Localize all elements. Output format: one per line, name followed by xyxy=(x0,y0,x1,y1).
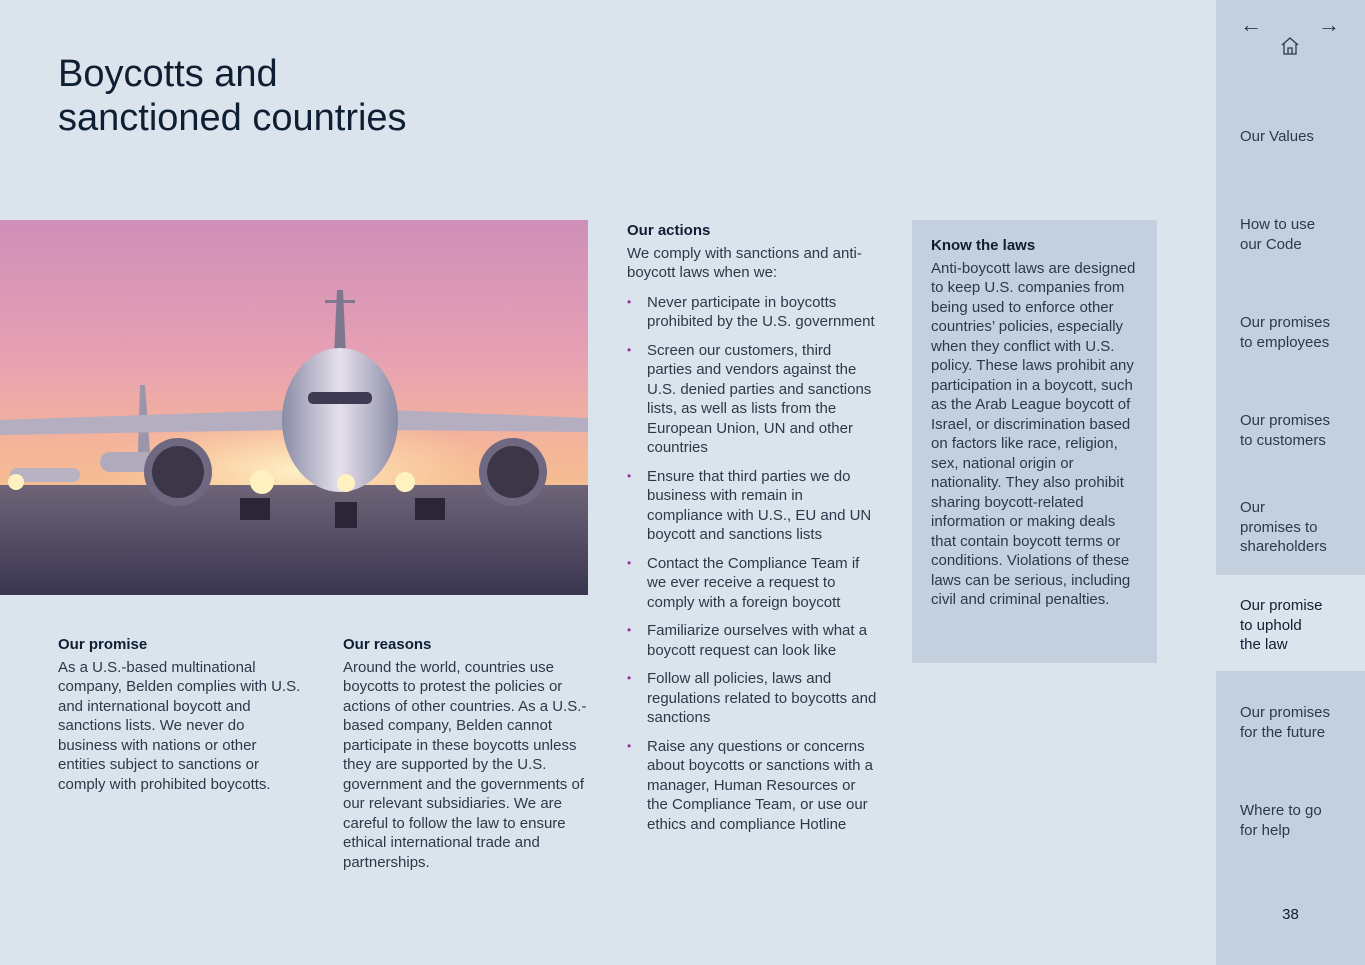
list-item: • Never participate in boycotts prohibited by the U.S. government xyxy=(627,293,875,330)
bullet-icon: • xyxy=(627,468,632,483)
nav-controls xyxy=(1240,14,1340,60)
our-promise-section xyxy=(58,635,303,794)
hero-image xyxy=(0,220,588,595)
home-icon[interactable] xyxy=(1280,36,1300,61)
arrow-left-icon[interactable]: ← xyxy=(1240,12,1262,37)
sidebar-item-our-values[interactable]: Our Values xyxy=(1240,128,1314,145)
our-actions-section xyxy=(627,221,877,843)
actions-list xyxy=(627,293,877,835)
bullet-icon: • xyxy=(627,342,632,357)
list-item: • Familiarize ourselves with what a boycott request can look like xyxy=(627,622,868,659)
know-the-laws-body: Anti-boycott laws are designed to keep U.S. companies from being used to enforce other countries’ policies, especially when they conflict with U.S. policy. These laws prohibit any participation in a boycott, such as the Arab League boycott of Israel, or discrimination based on factors like race, religion, sex, national origin or nationality. They also prohibit sharing boycott-related information or making deals that contain boycott terms or conditions. Violations of these laws can be serious, including civil and criminal penalties. xyxy=(931,259,1136,608)
sidebar xyxy=(1216,0,1365,965)
arrow-right-icon[interactable]: → xyxy=(1318,12,1340,37)
bullet-icon: • xyxy=(627,555,632,570)
sidebar-item-help[interactable]: Where to go for help xyxy=(1240,802,1322,839)
sidebar-item-shareholders[interactable]: Our promises to shareholders xyxy=(1240,499,1327,555)
know-the-laws-heading: Know the laws xyxy=(931,237,1036,254)
our-actions-intro: We comply with sanctions and anti-boycott laws when we: xyxy=(627,244,862,281)
sidebar-item-future[interactable]: Our promises for the future xyxy=(1240,704,1331,741)
page-number: 38 xyxy=(1282,906,1299,923)
page-title: Boycotts and sanctioned countries xyxy=(58,53,407,139)
our-reasons-heading: Our reasons xyxy=(343,636,432,653)
our-reasons-section xyxy=(343,635,593,872)
bullet-icon: • xyxy=(627,671,632,685)
list-item: • Contact the Compliance Team if we ever receive a request to comply with a foreign boycott xyxy=(627,554,860,611)
list-item: • Follow all policies, laws and regulations related to boycotts and sanctions xyxy=(627,670,877,726)
our-reasons-body: Around the world, countries use boycotts to protest the policies or actions of other countries. As a U.S.-based company, Belden cannot participate in these boycotts unless they are supported by the U.S. government and the governments of our relevant subsidiaries. We are careful to follow the law to ensure ethical international trade and partnerships. xyxy=(343,658,587,871)
bullet-icon: • xyxy=(627,738,632,753)
our-promise-body: As a U.S.-based multinational company, Belden complies with U.S. and international boycott and sanctions lists. We never do business with nations or other entities subject to sanctions or comply with prohibited boycotts. xyxy=(58,658,301,793)
our-promise-heading: Our promise xyxy=(58,636,148,653)
list-item: • Ensure that third parties we do business with remain in compliance with U.S., EU and UN boycott and sanctions lists xyxy=(627,467,872,543)
sidebar-item-customers[interactable]: Our promises to customers xyxy=(1240,412,1331,449)
sidebar-item-employees[interactable]: Our promises to employees xyxy=(1240,314,1331,351)
know-the-laws-box xyxy=(912,220,1157,663)
our-actions-heading: Our actions xyxy=(627,222,711,239)
list-item: • Raise any questions or concerns about boycotts or sanctions with a manager, Human Resources or the Compliance Team, or use our ethics and compliance Hotline xyxy=(627,737,873,833)
bullet-icon: • xyxy=(627,623,632,637)
bullet-icon: • xyxy=(627,294,632,309)
sidebar-item-uphold-law[interactable]: Our promise to uphold the law xyxy=(1216,575,1365,671)
sidebar-item-how-to-use[interactable]: How to use our Code xyxy=(1240,216,1316,253)
list-item: • Screen our customers, third parties and vendors against the U.S. denied parties and sanctions lists, as well as lists from the European Union, UN and other countries xyxy=(627,341,872,456)
